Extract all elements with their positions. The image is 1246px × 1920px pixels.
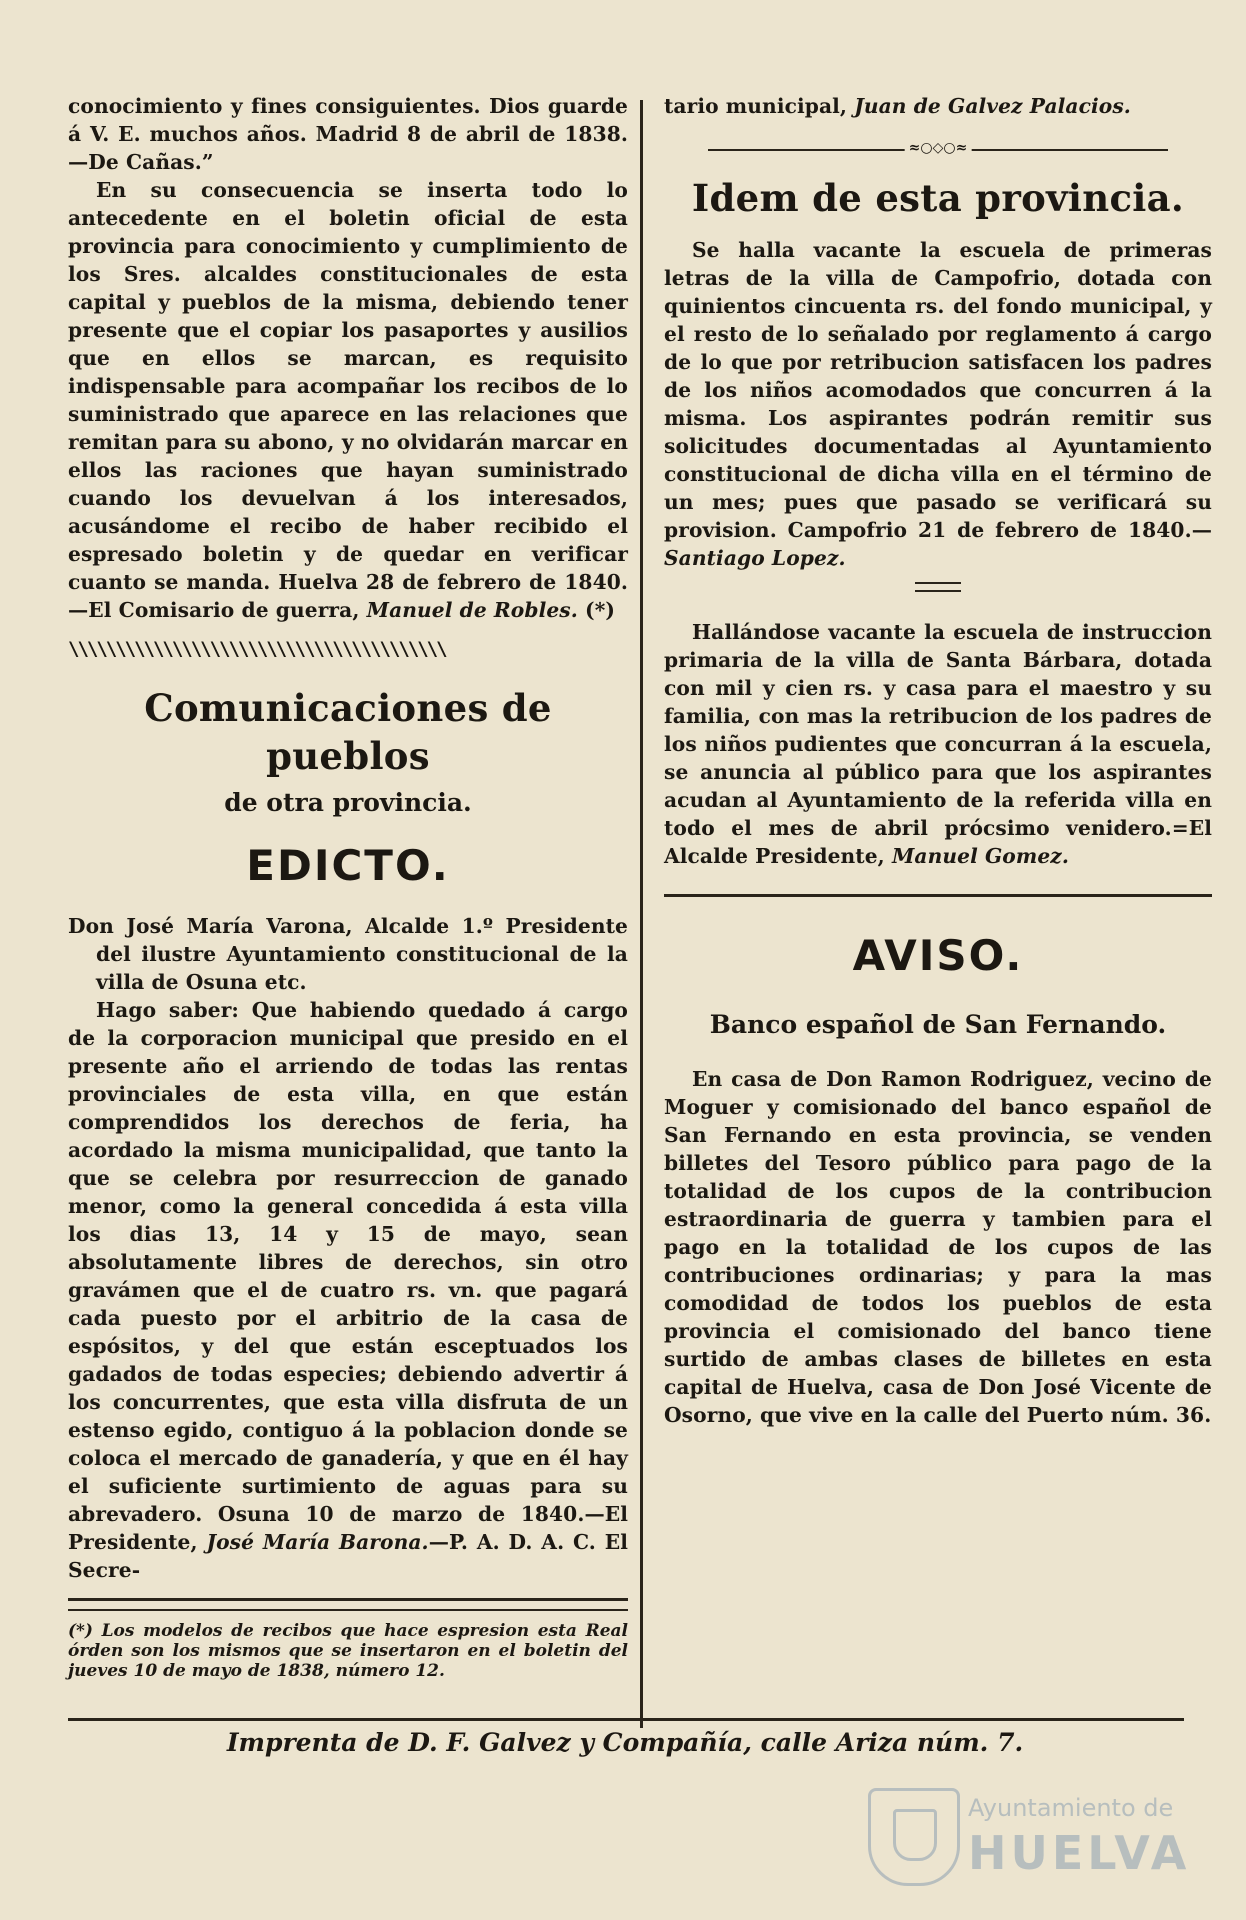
watermark-line2: HUELVA	[968, 1826, 1191, 1880]
short-double-rule	[915, 582, 961, 592]
archive-watermark	[868, 1784, 1208, 1884]
edict-intro: Don José María Varona, Alcalde 1.º Presidente del ilustre Ayuntamiento constitucional de la villa de Osuna etc.	[68, 914, 628, 994]
commissary-notice	[68, 176, 628, 624]
ornamental-divider	[708, 140, 1168, 156]
edict-sign-tail: —P. A. D. A. C. El Secre-	[68, 1530, 628, 1582]
section-subtitle: de otra provincia.	[224, 788, 472, 817]
coat-of-arms-icon	[868, 1788, 960, 1886]
section-title-comunicaciones: Comunicaciones de pueblos	[144, 686, 552, 778]
divider-ornament: ≈○◇○≈	[905, 140, 972, 156]
footnote-marker: (*)	[585, 598, 616, 622]
left-column	[68, 92, 628, 1681]
bottom-rule	[68, 1718, 1184, 1721]
aviso-title: AVISO.	[852, 931, 1024, 980]
commissary-notice-text: En su consecuencia se inserta todo lo antecedente en el boletin oficial de esta provincia para conocimiento y cumplimiento de los Sres. alcaldes constitucionales de esta capital y pueblos de la misma, debiendo tener presente que el copiar los pasaportes y ausilios que en ellos se marcan, es requisito indispensable para acompañar los recibos de lo suministrado que aparece en las relaciones que remitan para su abono, y no olvidarán marcar en ellos las raciones que hayan suministrado cuando los devuelvan á los interesados, acusándome el recibo de haber recibido el espresado boletin y de quedar en verificar cuanto se manda. Huelva 28 de febrero de 1840.—El Comisario de guerra,	[68, 178, 628, 622]
campofrio-signature: Santiago Lopez.	[664, 546, 846, 570]
footnote: (*) Los modelos de recibos que hace espresion esta Real órden son los mismos que se insertaron en el boletin del jueves 10 de mayo de 1838, número 12.	[68, 1621, 628, 1681]
bank-title: Banco español de San Fernando.	[709, 1010, 1167, 1039]
bank-notice: En casa de Don Ramon Rodriguez, vecino de Moguer y comisionado del banco español de San Fernando en esta provincia, se venden billetes del Tesoro público para pago de la totalidad de los cupos de la contribucion estraordinaria de guerra y tambien para el pago en la totalidad de los cupos de las contribuciones ordinarias; y para la mas comodidad de todos los pueblos de esta provincia el comisionado del banco tiene surtido de ambas clases de billetes en esta capital de Huelva, casa de Don José Vicente de Osorno, que vive en la calle del Puerto núm. 36.	[664, 1067, 1212, 1427]
letter-closing: conocimiento y fines consiguientes. Dios guarde á V. E. muchos años. Madrid 8 de abril de 1838.—De Cañas.”	[68, 94, 628, 174]
campofrio-notice-text: Se halla vacante la escuela de primeras letras de la villa de Campofrio, dotada con quinientos cincuenta rs. del fondo municipal, y el resto de lo señalado por reglamento á cargo de lo que por retribucion satisfacen los padres de los niños acomodados que concurren á la misma. Los aspirantes podrán remitir sus solicitudes documentadas al Ayuntamiento constitucional de dicha villa en el término de un mes; pues que pasado se verificará su provision. Campofrio 21 de febrero de 1840.—	[664, 238, 1212, 542]
edict-body	[68, 996, 628, 1584]
edict-title: EDICTO.	[246, 841, 450, 890]
commissary-signature: Manuel de Robles.	[366, 598, 578, 622]
right-column	[664, 92, 1212, 1429]
section-title-idem: Idem de esta provincia.	[691, 176, 1185, 220]
column-divider	[640, 100, 643, 1728]
edict-body-text: Hago saber: Que habiendo quedado á cargo de la corporacion municipal que presido en el presente año el arriendo de todas las rentas provinciales de esta villa, en que están comprendidos los derechos de feria, ha acordado la misma municipalidad, que tanto la que se celebra por resurreccion de ganado menor, como la general concedida á esta villa los dias 13, 14 y 15 de mayo, sean absolutamente libres de derechos, sin otro gravámen que el de cuatro rs. vn. que pagará cada puesto por el arbitrio de la casa de espósitos, y del que están esceptuados los gadados de todas especies; debiendo advertir á los concurrentes, que esta villa disfruta de un estenso egido, contiguo á la poblacion donde se coloca el mercado de ganadería, y que en él hay el suficiente surtimiento de aguas para su abrevadero. Osuna 10 de marzo de 1840.—El Presidente,	[68, 998, 628, 1554]
watermark-line1: Ayuntamiento de	[968, 1794, 1174, 1822]
section-rule	[664, 894, 1212, 897]
santa-barbara-notice-text: Hallándose vacante la escuela de instruccion primaria de la villa de Santa Bárbara, dotada con mil y cien rs. y casa para el maestro y su familia, con mas la retribucion de los padres de los niños pudientes que concurran á la escuela, se anuncia al público para que los aspirantes acudan al Ayuntamiento de la referida villa en todo el mes de abril prócsimo venidero.=El Alcalde Presidente,	[664, 620, 1212, 868]
printer-imprint: Imprenta de D. F. Galvez y Compañía, calle Ariza núm. 7.	[226, 1728, 1024, 1757]
secretary-continuation	[664, 92, 1212, 120]
edict-signatory: José María Barona.	[206, 1530, 429, 1554]
ornamental-border: \\\\\\\\\\\\\\\\\\\\\\\\\\\\\\\\\\\\\\\\	[68, 638, 446, 660]
santa-barbara-notice	[664, 618, 1212, 870]
footnote-rule	[68, 1598, 628, 1611]
campofrio-notice	[664, 236, 1212, 572]
continuation-text: tario municipal,	[664, 94, 848, 118]
santa-barbara-signature: Manuel Gomez.	[891, 844, 1069, 868]
secretary-name: Juan de Galvez Palacios.	[854, 94, 1131, 118]
